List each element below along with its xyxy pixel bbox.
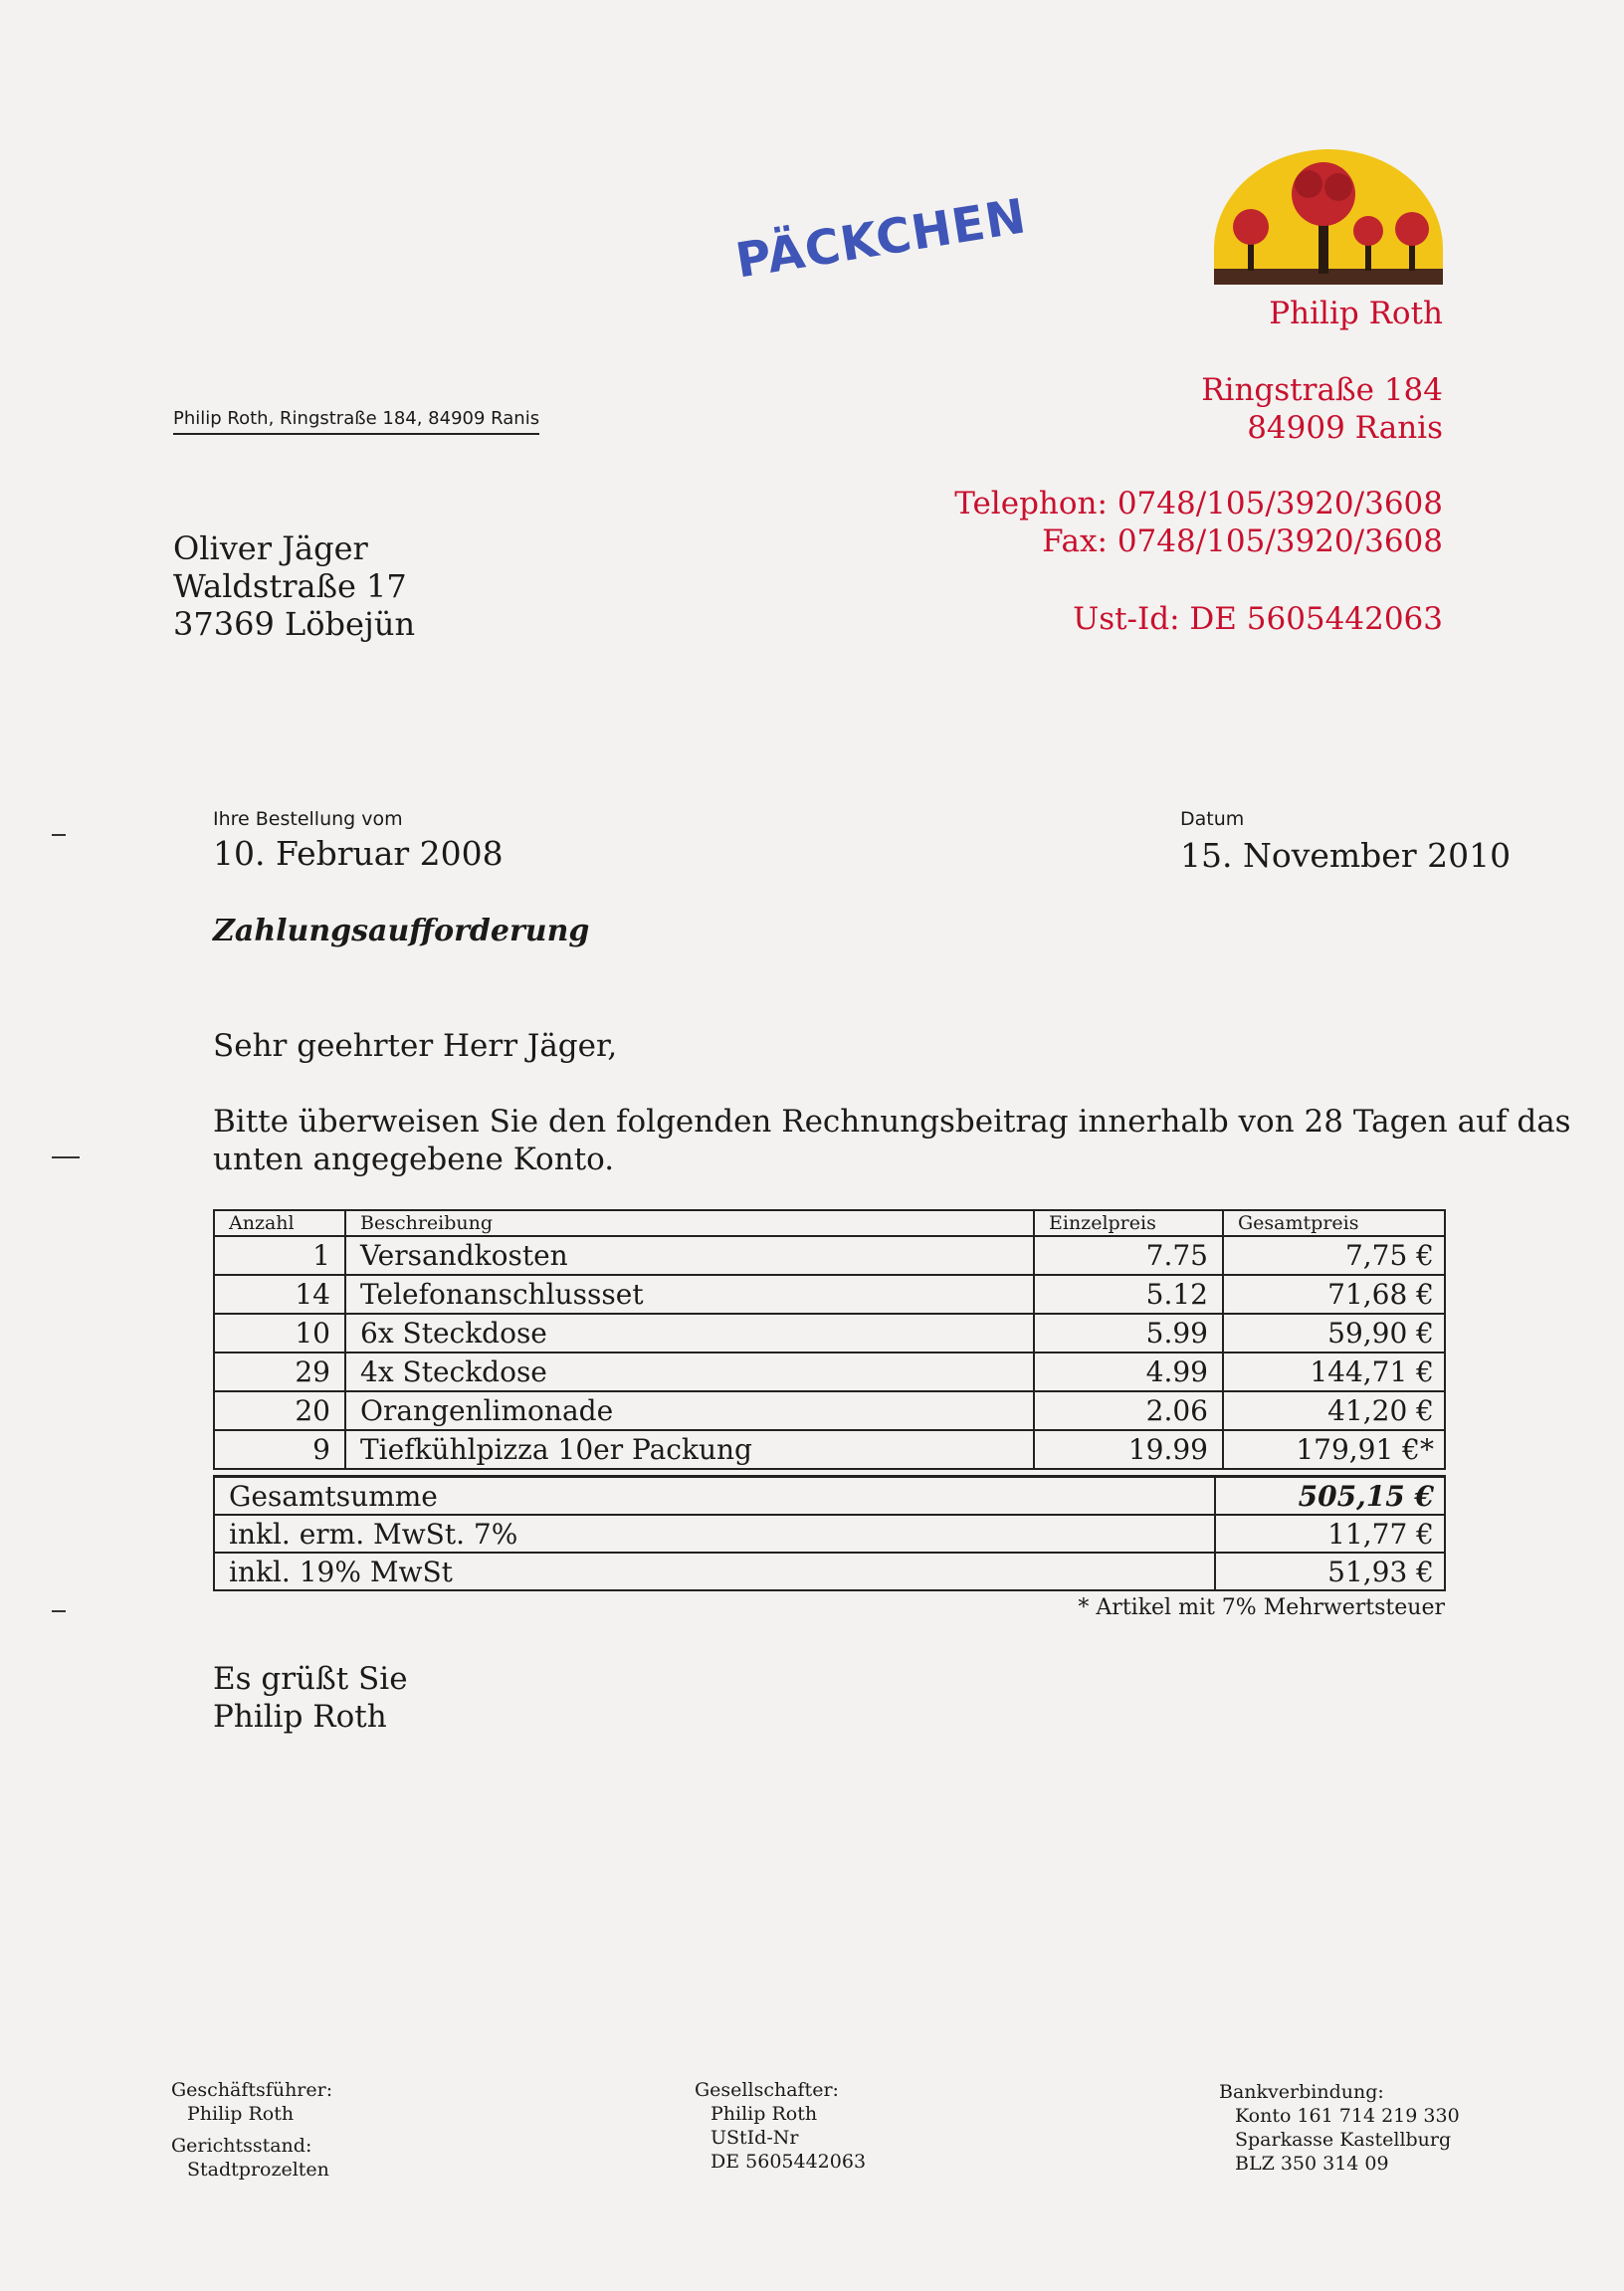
court-name: Stadtprozelten <box>187 2159 329 2181</box>
telephone-number: 0748/105/3920/3608 <box>1116 486 1443 521</box>
partner-name: Philip Roth <box>710 2103 818 2125</box>
letter-date: 15. November 2010 <box>1180 836 1512 875</box>
row-total: 7,75 € <box>1223 1236 1445 1275</box>
row-total: 41,20 € <box>1223 1391 1445 1430</box>
row-qty: 9 <box>214 1430 345 1469</box>
items-table <box>213 1209 1446 1470</box>
fax-number: 0748/105/3920/3608 <box>1116 523 1443 559</box>
salutation: Sehr geehrter Herr Jäger, <box>213 1028 618 1064</box>
footer-partner <box>695 2078 866 2174</box>
fold-mark <box>52 1610 66 1612</box>
row-unit: 5.12 <box>1034 1275 1223 1314</box>
table-row <box>214 1430 1445 1469</box>
stamp: PÄCKCHEN <box>731 188 1031 290</box>
vat19-value: 51,93 € <box>1215 1553 1445 1590</box>
header-desc: Beschreibung <box>345 1210 1034 1236</box>
row-qty: 10 <box>214 1314 345 1353</box>
punch-mark <box>52 1156 80 1158</box>
bank-blz: BLZ 350 314 09 <box>1235 2153 1389 2175</box>
row-unit: 7.75 <box>1034 1236 1223 1275</box>
row-unit: 2.06 <box>1034 1391 1223 1430</box>
recipient-city: 37369 Löbejün <box>173 605 416 643</box>
bank-account: Konto 161 714 219 330 <box>1235 2105 1460 2127</box>
row-desc: Orangenlimonade <box>345 1391 1034 1430</box>
body-line-1: Bitte überweisen Sie den folgenden Rechnungsbeitrag innerhalb von 28 Tagen auf das <box>213 1104 1571 1140</box>
row-total: 59,90 € <box>1223 1314 1445 1353</box>
row-qty: 29 <box>214 1353 345 1391</box>
row-total: 144,71 € <box>1223 1353 1445 1391</box>
recipient-name: Oliver Jäger <box>173 529 368 567</box>
sender-street: Ringstraße 184 <box>1201 372 1443 408</box>
body-line-2: unten angegebene Konto. <box>213 1142 615 1177</box>
grand-total-label: Gesamtsumme <box>214 1477 1215 1516</box>
row-desc: Versandkosten <box>345 1236 1034 1275</box>
table-row <box>214 1314 1445 1353</box>
grand-total-row <box>214 1477 1445 1516</box>
ustid-label: UStId-Nr <box>710 2127 799 2149</box>
court-label: Gerichtsstand: <box>171 2135 312 2157</box>
fax-label: Fax: <box>1042 523 1108 559</box>
header-unit: Einzelpreis <box>1034 1210 1223 1236</box>
ceo-name: Philip Roth <box>187 2103 295 2125</box>
vat19-row <box>214 1553 1445 1590</box>
table-row <box>214 1275 1445 1314</box>
closing-line: Es grüßt Sie <box>213 1661 408 1697</box>
order-date: 10. Februar 2008 <box>213 834 504 873</box>
header-qty: Anzahl <box>214 1210 345 1236</box>
bank-name: Sparkasse Kastellburg <box>1235 2129 1452 2151</box>
row-desc: Telefonanschlussset <box>345 1275 1034 1314</box>
sender-city: 84909 Ranis <box>1247 410 1443 446</box>
header-total: Gesamtpreis <box>1223 1210 1445 1236</box>
row-total: 179,91 €* <box>1223 1430 1445 1469</box>
footnote: * Artikel mit 7% Mehrwertsteuer <box>1078 1595 1445 1620</box>
table-row <box>214 1353 1445 1391</box>
order-label: Ihre Bestellung vom <box>213 808 403 830</box>
grand-total-value: 505,15 € <box>1215 1477 1445 1516</box>
row-desc: 4x Steckdose <box>345 1353 1034 1391</box>
bank-label: Bankverbindung: <box>1219 2081 1384 2103</box>
vat7-row <box>214 1515 1445 1553</box>
telephone-label: Telephon: <box>954 486 1108 521</box>
ceo-label: Geschäftsführer: <box>171 2079 333 2101</box>
row-total: 71,68 € <box>1223 1275 1445 1314</box>
table-row <box>214 1391 1445 1430</box>
sender-name: Philip Roth <box>1269 296 1443 331</box>
partner-label: Gesellschafter: <box>695 2079 839 2101</box>
table-header-row <box>214 1210 1445 1236</box>
vat7-value: 11,77 € <box>1215 1515 1445 1553</box>
totals-table <box>213 1475 1446 1591</box>
row-desc: Tiefkühlpizza 10er Packung <box>345 1430 1034 1469</box>
row-qty: 20 <box>214 1391 345 1430</box>
recipient-street: Waldstraße 17 <box>173 567 407 605</box>
fold-mark <box>52 834 66 836</box>
return-address: Philip Roth, Ringstraße 184, 84909 Ranis <box>173 408 539 435</box>
vat19-label: inkl. 19% MwSt <box>214 1553 1215 1590</box>
row-qty: 1 <box>214 1236 345 1275</box>
row-unit: 5.99 <box>1034 1314 1223 1353</box>
row-unit: 4.99 <box>1034 1353 1223 1391</box>
vat7-label: inkl. erm. MwSt. 7% <box>214 1515 1215 1553</box>
footer-bank <box>1219 2080 1460 2176</box>
row-desc: 6x Steckdose <box>345 1314 1034 1353</box>
date-label: Datum <box>1180 808 1245 830</box>
subject: Zahlungsaufforderung <box>213 914 590 948</box>
row-qty: 14 <box>214 1275 345 1314</box>
closing-signature: Philip Roth <box>213 1699 387 1735</box>
company-logo <box>1214 149 1443 289</box>
row-unit: 19.99 <box>1034 1430 1223 1469</box>
sender-telephone <box>954 485 1443 522</box>
ustid-value: DE 5605442063 <box>710 2151 867 2173</box>
footer-management <box>171 2078 332 2182</box>
table-row <box>214 1236 1445 1275</box>
sender-vat: Ust-Id: DE 5605442063 <box>1073 601 1443 637</box>
sender-fax <box>1042 522 1443 560</box>
